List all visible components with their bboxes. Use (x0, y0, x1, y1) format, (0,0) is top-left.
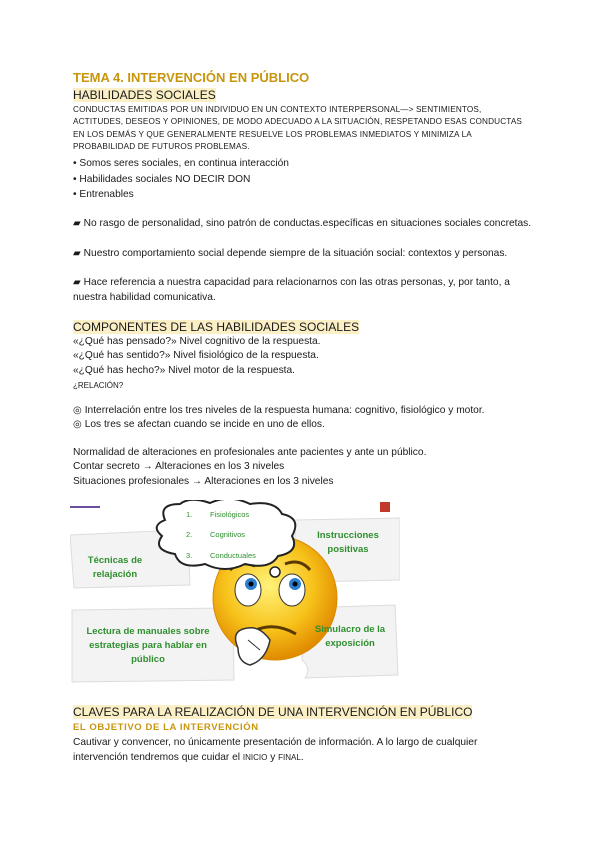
section-heading-habilidades: HABILIDADES SOCIALES (73, 88, 216, 102)
piece-text: relajación (92, 569, 138, 580)
note-item: ▰ Nuestro comportamiento social depende siempre de la situación social: contextos y personas. (73, 248, 508, 259)
definition-text: CONDUCTAS EMITIDAS POR UN INDIVIDUO EN UN CONTEXTO INTERPERSONAL—> SENTIMIENTOS, ACTITUDES, DESEOS Y OPINIONES, DE MODO ADECUADO A LA SITUACIÓN, RESPETANDO ESAS CONDUCTAS EN LOS DEMÁS Y QUE GENERALMENTE RESUELVE LOS PROBLEMAS INMEDIATOS Y MINIMIZA LA PROBABILIDAD DE FUTUROS PROBLEMAS. (73, 105, 523, 152)
piece-text: Simulacro de la (314, 624, 386, 635)
eye (279, 574, 305, 606)
bullet-item: • Somos seres sociales, en continua interacción (73, 158, 289, 169)
section-heading-componentes: COMPONENTES DE LAS HABILIDADES SOCIALES (73, 320, 360, 334)
piece-text: Técnicas de (87, 555, 143, 566)
habilidades-figure (70, 500, 400, 690)
pupil-center (293, 582, 298, 587)
subheading-objetivo: EL OBJETIVO DE LA INTERVENCIÓN (73, 722, 259, 733)
piece-text: público (131, 654, 165, 665)
circle-item: ◎ Interrelación entre los tres niveles de la respuesta humana: cognitivo, fisiológico y motor. (73, 405, 485, 416)
objective-period: . (300, 751, 304, 763)
bullet-item: • Entrenables (73, 189, 134, 200)
decoration-mark (380, 502, 390, 512)
pupil-center (249, 582, 254, 587)
note-item: ▰ Hace referencia a nuestra capacidad para relacionarnos con las otras personas, y, por tanto, a nuestra habilidad comunicativa. (73, 277, 510, 303)
cloud-item: Cognitivos (210, 530, 246, 539)
question-item: «¿Qué has hecho?» Nivel motor de la respuesta. (73, 365, 295, 376)
bullet-item: • Habilidades sociales NO DECIR DON (73, 174, 251, 185)
circle-item: ◎ Los tres se afectan cuando se incide en uno de ellos. (73, 419, 325, 430)
piece-text: exposición (325, 638, 375, 649)
question-item: «¿Qué has sentido?» Nivel fisiológico de la respuesta. (73, 350, 319, 361)
thought-bubble (270, 567, 280, 577)
text-line: Contar secreto → Alteraciones en los 3 niveles (73, 461, 285, 472)
piece-text: Lectura de manuales sobre (86, 626, 210, 637)
cloud-number: 1. (186, 510, 193, 519)
cloud-item: Fisiológicos (210, 510, 250, 519)
cloud-number: 3. (186, 551, 193, 560)
inicio-label: INICIO (242, 752, 268, 762)
objective-conjunction: y (270, 751, 276, 763)
eye (235, 574, 261, 606)
objective-text: Cautivar y convencer, no únicamente presentación de información. A lo largo de cualquier intervención tendremos que cuidar el (73, 737, 478, 763)
final-label: FINAL (278, 752, 301, 762)
note-item: ▰ No rasgo de personalidad, sino patrón de conductas.específicas en situaciones sociales concretas. (73, 218, 532, 229)
text-line: Normalidad de alteraciones en profesionales ante pacientes y ante un público. (73, 447, 427, 458)
piece-text: positivas (327, 544, 369, 555)
piece-text: Instrucciones (317, 530, 379, 541)
objective-paragraph (73, 736, 533, 765)
section-heading-claves: CLAVES PARA LA REALIZACIÓN DE UNA INTERVENCIÓN EN PÚBLICO (73, 705, 473, 719)
cloud-item: Conductuales (210, 551, 256, 560)
piece-text: estrategias para hablar en (89, 640, 207, 651)
page-title: TEMA 4. INTERVENCIÓN EN PÚBLICO (73, 70, 310, 85)
cloud-number: 2. (186, 530, 193, 539)
question-item: «¿Qué has pensado?» Nivel cognitivo de la respuesta. (73, 336, 321, 347)
text-line: Situaciones profesionales → Alteraciones en los 3 niveles (73, 476, 334, 487)
relation-label: ¿RELACIÓN? (73, 381, 124, 390)
